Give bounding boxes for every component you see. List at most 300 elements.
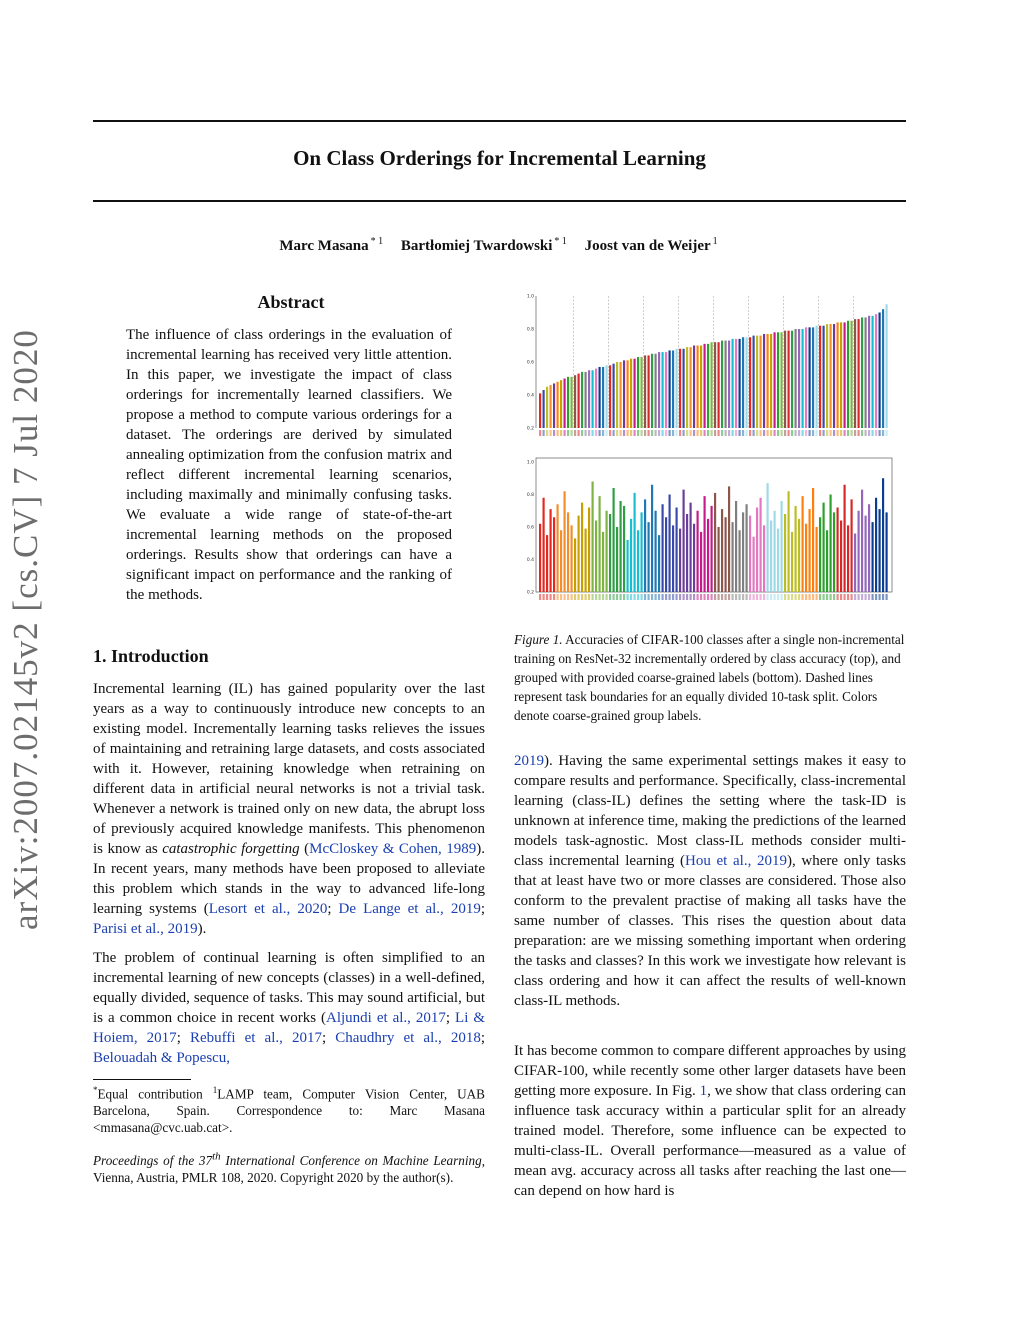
class-label-mark <box>753 430 755 436</box>
intro-heading: 1. Introduction <box>93 646 209 666</box>
bar <box>623 360 625 428</box>
class-label-mark <box>557 594 559 600</box>
y-tick-label: 0.4 <box>526 393 534 399</box>
class-label-mark <box>714 594 716 600</box>
class-label-mark <box>683 430 685 436</box>
bar <box>599 496 601 592</box>
class-label-mark <box>693 594 695 600</box>
class-label-mark <box>627 430 629 436</box>
class-label-mark <box>620 430 622 436</box>
class-label-mark <box>851 594 853 600</box>
bar <box>553 517 555 592</box>
bar <box>644 355 646 428</box>
bar <box>711 506 713 592</box>
bar <box>623 506 625 592</box>
class-label-mark <box>851 430 853 436</box>
bar <box>865 317 867 428</box>
class-label-mark <box>623 594 625 600</box>
class-label-mark <box>872 430 874 436</box>
class-label-mark <box>875 594 877 600</box>
class-label-mark <box>781 594 783 600</box>
bar <box>658 352 660 428</box>
class-label-mark <box>798 430 800 436</box>
bar <box>746 504 748 592</box>
class-label-mark <box>886 594 888 600</box>
class-label-mark <box>746 594 748 600</box>
class-label-mark <box>613 430 615 436</box>
class-label-mark <box>718 594 720 600</box>
class-label-mark <box>833 594 835 600</box>
bar <box>791 532 793 592</box>
class-label-mark <box>672 430 674 436</box>
bar <box>886 304 888 428</box>
bar <box>742 337 744 428</box>
bar <box>679 529 681 592</box>
class-label-mark <box>662 430 664 436</box>
bar <box>592 370 594 428</box>
bar <box>865 516 867 592</box>
title-rule <box>93 200 906 202</box>
class-label-mark <box>882 430 884 436</box>
class-label-mark <box>812 594 814 600</box>
bar <box>847 321 849 428</box>
bar <box>749 516 751 592</box>
bar <box>546 535 548 592</box>
class-label-mark <box>784 594 786 600</box>
class-label-mark <box>847 430 849 436</box>
bar <box>882 309 884 428</box>
class-label-mark <box>770 594 772 600</box>
bar <box>774 332 776 428</box>
class-label-mark <box>616 430 618 436</box>
class-label-mark <box>784 430 786 436</box>
class-label-mark <box>543 430 545 436</box>
class-label-mark <box>711 430 713 436</box>
citation-link[interactable]: Belouadah & Popescu, <box>93 1050 231 1066</box>
figure-ref-link[interactable]: 1 <box>699 1083 708 1099</box>
bar <box>781 332 783 428</box>
class-label-mark <box>875 430 877 436</box>
class-label-mark <box>595 594 597 600</box>
bar <box>609 514 611 592</box>
bar <box>805 524 807 592</box>
citation-link[interactable]: Li & Hoiem, 2017 <box>93 1010 486 1046</box>
class-label-mark <box>802 594 804 600</box>
class-label-mark <box>739 430 741 436</box>
bar <box>630 359 632 428</box>
bar <box>697 346 699 429</box>
bar <box>574 375 576 428</box>
class-label-mark <box>655 430 657 436</box>
class-label-mark <box>823 430 825 436</box>
class-label-mark <box>686 430 688 436</box>
class-label-mark <box>732 594 734 600</box>
bar <box>714 493 716 592</box>
bar <box>875 498 877 592</box>
bar <box>704 344 706 428</box>
class-label-mark <box>588 594 590 600</box>
author-3: Joost van de Weijer $^1$ <box>584 236 718 254</box>
class-label-mark <box>658 594 660 600</box>
class-label-mark <box>676 430 678 436</box>
bar <box>588 370 590 428</box>
bar <box>543 498 545 592</box>
bar <box>812 488 814 592</box>
bar <box>872 522 874 592</box>
class-label-mark <box>704 430 706 436</box>
class-label-mark <box>550 594 552 600</box>
bar <box>760 336 762 428</box>
bar <box>543 390 545 428</box>
class-label-mark <box>767 430 769 436</box>
bar <box>595 521 597 593</box>
bar <box>711 342 713 428</box>
class-label-mark <box>718 430 720 436</box>
bar <box>756 336 758 428</box>
class-label-mark <box>567 430 569 436</box>
class-label-mark <box>686 594 688 600</box>
bar <box>767 334 769 428</box>
class-label-mark <box>781 430 783 436</box>
class-label-mark <box>616 594 618 600</box>
bar <box>567 512 569 592</box>
bar <box>875 314 877 428</box>
class-label-mark <box>690 594 692 600</box>
abstract-text: The influence of class orderings in the evaluation of incremental learning has received very little attention. In this paper, we investigate the impact of class orderings for incrementally learned classifiers. We propose a method to compute various orderings for a dataset. The orderings are derived by simulated annealing optimization from the confusion matrix and reflect different incremental learning scenarios, including maximally and minimally confusing tasks. We evaluate a wide range of state-of-the-art incremental learning methods on the proposed orderings. Results show that orderings can have a significant impact on performance and the ranking of the methods. <box>126 327 452 603</box>
author-list <box>93 236 906 255</box>
bar <box>777 332 779 428</box>
y-tick-label: 0.2 <box>526 426 534 432</box>
bar <box>578 374 580 428</box>
bar <box>616 527 618 592</box>
class-label-mark <box>581 430 583 436</box>
class-label-mark <box>823 594 825 600</box>
bar <box>651 485 653 592</box>
bar <box>651 354 653 428</box>
class-label-mark <box>609 430 611 436</box>
class-label-mark <box>805 594 807 600</box>
bar <box>851 499 853 592</box>
bar <box>634 493 636 592</box>
bar <box>809 509 811 592</box>
citation-link[interactable]: De Lange et al., 2019 <box>338 901 481 917</box>
class-label-mark <box>560 430 562 436</box>
bar <box>784 514 786 592</box>
bar <box>679 349 681 428</box>
bar <box>770 521 772 593</box>
class-label-mark <box>788 430 790 436</box>
bar <box>665 352 667 428</box>
bar <box>763 525 765 592</box>
author-1: Marc Masana $^{* 1}$ <box>279 236 384 254</box>
bar <box>721 509 723 592</box>
class-label-mark <box>714 430 716 436</box>
bar <box>739 530 741 592</box>
bar <box>564 491 566 592</box>
class-label-mark <box>700 430 702 436</box>
bar <box>550 385 552 428</box>
class-label-mark <box>830 430 832 436</box>
arxiv-side-stamp: arXiv:2007.02145v2 [cs.CV] 7 Jul 2020 <box>6 329 45 930</box>
bar <box>725 341 727 428</box>
bar <box>868 316 870 428</box>
class-label-mark <box>830 594 832 600</box>
class-label-mark <box>711 594 713 600</box>
class-label-mark <box>879 594 881 600</box>
citation-link[interactable]: Hou et al., 2019 <box>685 853 787 869</box>
bar <box>718 342 720 428</box>
bar <box>648 522 650 592</box>
class-label-mark <box>788 594 790 600</box>
bar <box>616 362 618 428</box>
class-label-mark <box>553 594 555 600</box>
bar <box>686 347 688 428</box>
class-label-mark <box>861 594 863 600</box>
class-label-mark <box>679 594 681 600</box>
bar <box>735 501 737 592</box>
bar <box>746 337 748 428</box>
class-label-mark <box>641 430 643 436</box>
class-label-mark <box>609 594 611 600</box>
class-label-mark <box>795 430 797 436</box>
class-label-mark <box>791 594 793 600</box>
bar <box>676 508 678 593</box>
footnote-rule <box>93 1079 191 1080</box>
bar <box>662 504 664 592</box>
class-label-mark <box>812 430 814 436</box>
class-label-mark <box>634 594 636 600</box>
bar <box>599 367 601 428</box>
bar <box>683 349 685 428</box>
bar <box>585 529 587 592</box>
class-label-mark <box>669 594 671 600</box>
bar <box>788 331 790 428</box>
citation-link[interactable]: Rebuffi et al., 2017 <box>189 1030 322 1046</box>
bar <box>868 504 870 592</box>
class-label-mark <box>721 430 723 436</box>
class-label-mark <box>816 594 818 600</box>
class-label-mark <box>651 594 653 600</box>
bar <box>795 506 797 592</box>
class-label-mark <box>669 430 671 436</box>
class-label-mark <box>679 430 681 436</box>
class-label-mark <box>574 430 576 436</box>
citation-link[interactable]: Lesort et al., 2020 <box>208 901 328 917</box>
bar <box>826 530 828 592</box>
class-label-mark <box>735 430 737 436</box>
class-label-mark <box>644 430 646 436</box>
bar <box>697 511 699 592</box>
class-label-mark <box>564 594 566 600</box>
class-label-mark <box>774 594 776 600</box>
class-label-mark <box>872 594 874 600</box>
class-label-mark <box>637 594 639 600</box>
bar <box>753 537 755 592</box>
bar <box>648 355 650 428</box>
citation-link[interactable]: Parisi et al., 2019 <box>93 921 198 937</box>
class-label-mark <box>637 430 639 436</box>
class-label-mark <box>606 430 608 436</box>
class-label-mark <box>665 430 667 436</box>
y-tick-label: 0.8 <box>526 493 534 498</box>
class-label-mark <box>599 594 601 600</box>
bar <box>858 319 860 428</box>
bar <box>627 360 629 428</box>
class-label-mark <box>844 594 846 600</box>
bar <box>816 527 818 592</box>
bar <box>840 322 842 428</box>
bar <box>753 336 755 428</box>
class-label-mark <box>833 430 835 436</box>
bar <box>721 341 723 428</box>
class-label-mark <box>662 594 664 600</box>
y-tick-label: 1.0 <box>526 460 534 466</box>
citation-link[interactable]: Aljundi et al., 2017 <box>326 1010 446 1026</box>
figure-top-chart <box>520 292 908 442</box>
class-label-mark <box>672 594 674 600</box>
bar <box>854 319 856 428</box>
class-label-mark <box>760 430 762 436</box>
class-label-mark <box>665 594 667 600</box>
class-label-mark <box>721 594 723 600</box>
class-label-mark <box>805 430 807 436</box>
bar <box>641 357 643 428</box>
class-label-mark <box>732 430 734 436</box>
class-label-mark <box>819 594 821 600</box>
class-label-mark <box>543 594 545 600</box>
class-label-mark <box>630 430 632 436</box>
class-label-mark <box>564 430 566 436</box>
author-2: Bartłomiej Twardowski $^{* 1}$ <box>400 236 567 254</box>
bar <box>795 329 797 428</box>
class-label-mark <box>777 430 779 436</box>
class-label-mark <box>557 430 559 436</box>
class-label-mark <box>725 594 727 600</box>
class-label-mark <box>802 430 804 436</box>
class-label-mark <box>658 430 660 436</box>
bar <box>819 517 821 592</box>
bar <box>714 342 716 428</box>
bar <box>655 511 657 592</box>
class-label-mark <box>630 594 632 600</box>
class-label-mark <box>854 430 856 436</box>
footnote: *Equal contribution $^1$LAMP team, Computer Vision Center, UAB Barcelona, Spain. Correspondence to: Marc Masana <mmasana@cvc.uab.cat>. <box>93 1085 485 1136</box>
bar <box>637 357 639 428</box>
class-label-mark <box>882 594 884 600</box>
class-label-mark <box>599 430 601 436</box>
bar <box>546 387 548 428</box>
class-label-mark <box>742 430 744 436</box>
bar <box>728 341 730 428</box>
class-label-mark <box>697 594 699 600</box>
bar <box>669 495 671 593</box>
class-label-mark <box>739 594 741 600</box>
class-label-mark <box>539 594 541 600</box>
bar <box>557 504 559 592</box>
class-label-mark <box>644 594 646 600</box>
bar <box>742 512 744 592</box>
bar <box>700 532 702 592</box>
accuracy-ordered-bar-chart <box>520 292 908 442</box>
figure-bottom-chart <box>520 454 908 614</box>
bar <box>826 324 828 428</box>
bar <box>620 501 622 592</box>
bar <box>669 350 671 428</box>
class-label-mark <box>865 594 867 600</box>
bar <box>578 516 580 592</box>
bar <box>760 498 762 592</box>
class-label-mark <box>634 430 636 436</box>
bar <box>690 503 692 592</box>
bar <box>658 535 660 592</box>
y-tick-label: 1.0 <box>526 294 534 300</box>
bar <box>777 529 779 592</box>
bar <box>588 508 590 593</box>
class-label-mark <box>704 594 706 600</box>
bar <box>557 382 559 428</box>
bar <box>595 369 597 428</box>
class-label-mark <box>602 594 604 600</box>
bar <box>690 347 692 428</box>
bar <box>879 509 881 592</box>
figure-caption: Figure 1. Accuracies of CIFAR-100 classes after a single non-incremental training on ResNet-32 incrementally ordered by class accuracy (top), and grouped with provided coarse-grained labels (bottom). Dashed lines represent task boundaries for an equally divided 10-task split. Colors denote coarse-grained group labels. <box>514 632 905 723</box>
bar <box>606 365 608 428</box>
bar <box>739 339 741 428</box>
class-label-mark <box>571 594 573 600</box>
y-tick-label: 0.4 <box>526 558 534 563</box>
bar <box>847 525 849 592</box>
class-label-mark <box>574 594 576 600</box>
paper-title: On Class Orderings for Incremental Learning <box>293 146 706 170</box>
bar <box>630 519 632 592</box>
class-label-mark <box>592 430 594 436</box>
citation-link[interactable]: McCloskey & Cohen, 1989 <box>309 841 477 857</box>
bar <box>581 503 583 592</box>
citation-link[interactable]: 2019 <box>514 753 544 769</box>
class-label-mark <box>742 594 744 600</box>
class-label-mark <box>595 430 597 436</box>
class-label-mark <box>700 594 702 600</box>
bar <box>602 532 604 592</box>
bar <box>539 524 541 592</box>
class-label-mark <box>683 594 685 600</box>
class-label-mark <box>578 594 580 600</box>
bar <box>718 527 720 592</box>
bar <box>809 327 811 428</box>
bar <box>735 339 737 428</box>
class-label-mark <box>826 594 828 600</box>
class-label-mark <box>756 430 758 436</box>
bar <box>837 322 839 428</box>
class-label-mark <box>651 430 653 436</box>
class-label-mark <box>550 430 552 436</box>
class-label-mark <box>707 594 709 600</box>
class-label-mark <box>798 594 800 600</box>
y-tick-label: 0.6 <box>526 360 534 366</box>
class-label-mark <box>571 430 573 436</box>
bar <box>816 326 818 428</box>
bar <box>655 354 657 428</box>
bar <box>700 346 702 429</box>
class-label-mark <box>648 594 650 600</box>
class-label-mark <box>690 430 692 436</box>
class-label-mark <box>581 594 583 600</box>
bar <box>725 517 727 592</box>
bar <box>798 519 800 592</box>
citation-link[interactable]: Chaudhry et al., 2018 <box>335 1030 481 1046</box>
bar <box>861 317 863 428</box>
bar <box>672 350 674 428</box>
